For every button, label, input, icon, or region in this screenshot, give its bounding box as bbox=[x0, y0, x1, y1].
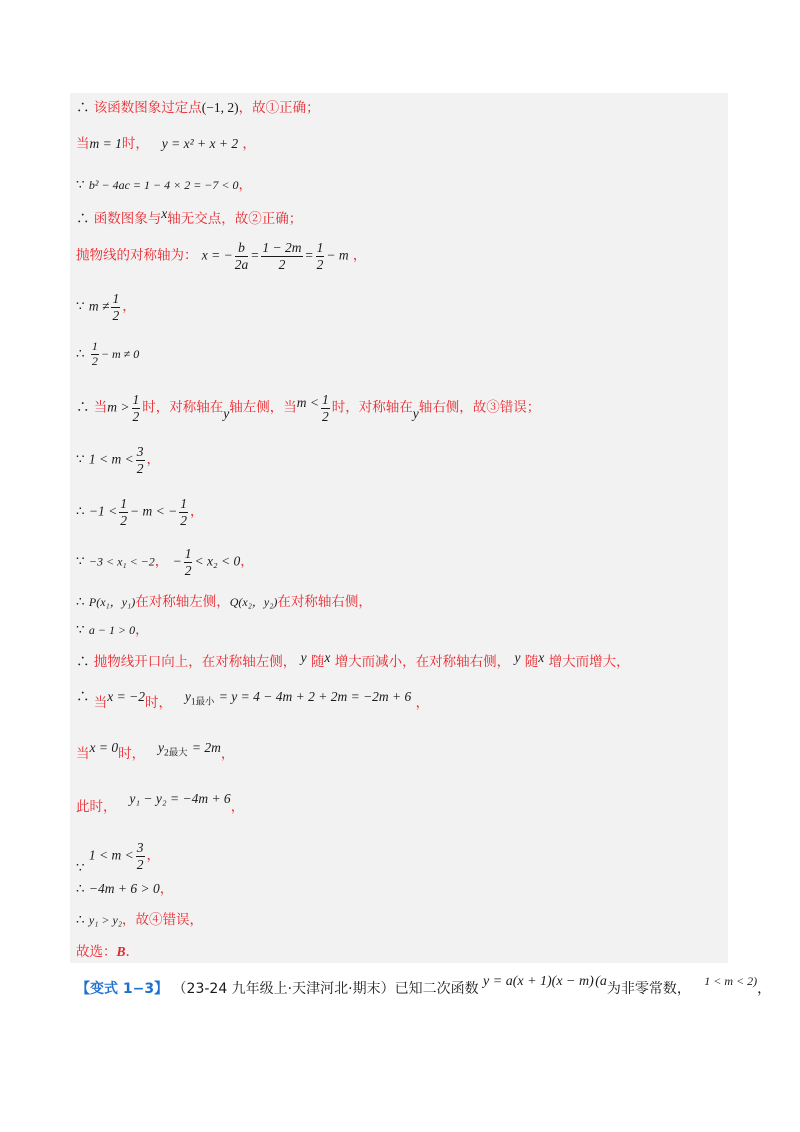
line-text: ，故①正确； bbox=[238, 100, 320, 116]
numerator: 1 bbox=[120, 496, 127, 511]
therefore-symbol: ∴ bbox=[76, 594, 85, 610]
fraction bbox=[132, 392, 141, 424]
fraction bbox=[321, 392, 330, 424]
line-text: ， bbox=[154, 553, 169, 570]
math-expression: − m < − bbox=[130, 503, 178, 519]
solution-line-9 bbox=[76, 444, 160, 476]
line-text: 时， bbox=[145, 695, 173, 711]
solution-line-1 bbox=[76, 101, 320, 116]
math-expression: 1 < m < 2) bbox=[704, 974, 758, 988]
line-text: 当 bbox=[76, 746, 90, 762]
math-expression: − m bbox=[326, 247, 349, 263]
math-expression: m = 1 bbox=[89, 136, 122, 151]
numerator: b bbox=[235, 240, 249, 257]
denominator: 2 bbox=[136, 856, 144, 872]
math-variable: x bbox=[161, 206, 168, 221]
math-expression: x = 0 bbox=[89, 740, 119, 755]
because-symbol: ∵ bbox=[76, 298, 85, 315]
solution-line-16 bbox=[76, 740, 235, 762]
line-text: ， bbox=[238, 177, 252, 193]
math-variable: y bbox=[514, 650, 521, 665]
solution-line-6 bbox=[76, 291, 136, 323]
line-text: 当 bbox=[93, 399, 108, 416]
denominator: 2 bbox=[112, 307, 120, 323]
math-expression: y₁ > y₂ bbox=[88, 913, 122, 927]
math-expression: = y = 4 − 4m + 2 + 2m = −2m + 6 bbox=[218, 689, 412, 704]
math-variable: y bbox=[412, 405, 419, 421]
numerator: 3 bbox=[136, 444, 144, 459]
solution-line-15 bbox=[76, 689, 430, 711]
therefore-symbol: ∴ bbox=[76, 503, 85, 520]
fraction bbox=[179, 496, 188, 528]
therefore-symbol: ∴ bbox=[76, 211, 90, 227]
math-variable: y bbox=[184, 689, 191, 704]
line-text: 轴右侧，故③错误； bbox=[418, 399, 541, 416]
denominator: 2 bbox=[184, 562, 192, 578]
solution-line-19 bbox=[76, 882, 173, 897]
math-expression: −3 < x₁ < −2 bbox=[88, 554, 155, 569]
line-text: ， bbox=[146, 847, 160, 864]
solution-line-18 bbox=[76, 840, 160, 876]
line-text: 增大而增大， bbox=[548, 654, 630, 670]
math-variable: y bbox=[223, 405, 230, 421]
math-expression: m ≠ bbox=[88, 298, 110, 314]
therefore-symbol: ∴ bbox=[76, 399, 90, 416]
numerator: 1 bbox=[322, 392, 329, 407]
therefore-symbol: ∴ bbox=[76, 689, 90, 705]
denominator: 2a bbox=[234, 256, 249, 272]
line-text: ， bbox=[240, 553, 254, 570]
numerator: 1 bbox=[91, 339, 98, 353]
fraction bbox=[184, 546, 193, 578]
solution-line-20 bbox=[76, 914, 203, 928]
denominator: 2 bbox=[120, 512, 127, 528]
denominator: 2 bbox=[316, 256, 324, 272]
solution-line-10 bbox=[76, 496, 203, 528]
line-text: 故选： bbox=[76, 944, 117, 960]
fraction bbox=[136, 444, 145, 476]
math-expression: −1 < bbox=[88, 503, 118, 519]
math-expression: x = − bbox=[201, 247, 233, 263]
line-text: ， bbox=[135, 622, 149, 638]
math-expression: y = a(x + 1)(x − m) bbox=[483, 974, 594, 989]
solution-line-2 bbox=[76, 137, 256, 152]
math-variable: x bbox=[538, 650, 545, 665]
line-text: . bbox=[125, 944, 130, 960]
solution-line-12 bbox=[76, 596, 372, 610]
line-text: 随 bbox=[524, 654, 539, 670]
line-text: 抛物线的对称轴为： bbox=[76, 247, 198, 264]
math-expression: (a bbox=[595, 974, 607, 989]
line-text: ， bbox=[242, 136, 256, 152]
line-text: ， bbox=[220, 746, 235, 762]
line-text: ， bbox=[230, 799, 245, 815]
line-text: ， bbox=[146, 451, 160, 468]
line-text: 此时， bbox=[76, 799, 117, 815]
math-subscript: 2最大 bbox=[163, 748, 188, 759]
line-text: 在对称轴左侧， bbox=[135, 594, 230, 610]
math-expression: a − 1 > 0 bbox=[88, 623, 136, 637]
line-text: 函数图象与 bbox=[93, 211, 162, 227]
math-point: (−1, 2) bbox=[201, 100, 239, 115]
line-text: ，故④错误， bbox=[121, 912, 203, 928]
fraction bbox=[316, 240, 325, 272]
solution-line-14 bbox=[76, 650, 630, 670]
because-symbol: ∵ bbox=[76, 622, 85, 638]
math-expression: 1 < m < bbox=[88, 451, 134, 467]
therefore-symbol: ∴ bbox=[76, 100, 90, 116]
line-text: ， bbox=[415, 695, 430, 711]
line-text: 时， bbox=[121, 136, 149, 152]
math-expression: = bbox=[250, 247, 260, 263]
line-text: ， bbox=[159, 881, 174, 897]
denominator: 2 bbox=[322, 408, 329, 424]
math-variable: y bbox=[300, 650, 307, 665]
numerator: 3 bbox=[136, 840, 144, 855]
because-symbol: ∵ bbox=[76, 451, 85, 468]
therefore-symbol: ∴ bbox=[76, 345, 85, 362]
line-text: 当 bbox=[76, 136, 90, 152]
line-text: ， bbox=[122, 298, 136, 315]
line-text: 该函数图象过定点 bbox=[93, 100, 202, 116]
because-symbol: ∵ bbox=[76, 177, 85, 193]
numerator: 1 bbox=[184, 546, 192, 561]
numerator: 1 bbox=[316, 240, 324, 255]
math-expression: b² − 4ac = 1 − 4 × 2 = −7 < 0 bbox=[88, 178, 239, 192]
therefore-symbol: ∴ bbox=[76, 881, 85, 897]
therefore-symbol: ∴ bbox=[76, 654, 90, 670]
fraction bbox=[136, 840, 145, 872]
math-expression: m < bbox=[296, 394, 320, 410]
solution-line-11 bbox=[76, 546, 254, 578]
denominator: 2 bbox=[278, 256, 286, 272]
math-expression: m > bbox=[107, 399, 130, 415]
line-text: 在对称轴右侧， bbox=[277, 594, 372, 610]
solution-line-13 bbox=[76, 624, 149, 638]
solution-line-7 bbox=[76, 340, 139, 369]
line-text: ， bbox=[189, 503, 204, 520]
line-text: 时， bbox=[118, 746, 146, 762]
denominator: 2 bbox=[180, 512, 187, 528]
math-expression: y₁ − y₂ = −4m + 6 bbox=[129, 791, 231, 806]
problem-text: ， bbox=[757, 981, 772, 997]
math-variable: y bbox=[157, 740, 164, 755]
math-expression: = 2m bbox=[191, 740, 221, 755]
fraction bbox=[111, 291, 120, 323]
numerator: 1 bbox=[180, 496, 187, 511]
solution-line-8 bbox=[76, 392, 540, 424]
math-variable: x bbox=[324, 650, 331, 665]
denominator: 2 bbox=[132, 408, 140, 424]
line-text: 时，对称轴在 bbox=[142, 399, 224, 416]
math-expression: − m ≠ 0 bbox=[100, 346, 140, 361]
line-text: 时，对称轴在 bbox=[331, 399, 413, 416]
math-expression: < x₂ < 0 bbox=[194, 553, 241, 569]
math-expression: 1 < m < bbox=[88, 847, 134, 863]
fraction bbox=[119, 496, 128, 528]
numerator: 1 bbox=[132, 392, 140, 407]
fraction bbox=[91, 340, 99, 369]
numerator: 1 − 2m bbox=[262, 240, 302, 255]
math-expression: = bbox=[304, 247, 314, 263]
variant-tag: 【变式 1−3】 bbox=[76, 981, 169, 997]
solution-line-17 bbox=[76, 791, 245, 815]
line-text: 抛物线开口向上，在对称轴左侧， bbox=[93, 654, 297, 670]
problem-source: （23-24 九年级上·天津河北·期末）已知二次函数 bbox=[172, 981, 479, 997]
denominator: 2 bbox=[91, 353, 98, 368]
solution-line-4 bbox=[76, 206, 303, 227]
numerator: 1 bbox=[112, 291, 120, 306]
line-text: ， bbox=[352, 247, 367, 264]
solution-line-3 bbox=[76, 179, 252, 193]
line-text: 轴左侧，当 bbox=[229, 399, 297, 416]
fraction bbox=[235, 240, 249, 272]
math-expression: x = −2 bbox=[107, 689, 146, 704]
because-symbol: ∵ bbox=[76, 859, 85, 876]
denominator: 2 bbox=[136, 460, 144, 476]
math-expression: −4m + 6 > 0 bbox=[88, 881, 160, 896]
problem-text: 为非零常数， bbox=[606, 981, 691, 997]
next-problem-line bbox=[76, 974, 772, 998]
math-point: Q(x₂，y₂) bbox=[229, 595, 278, 609]
math-point: P(x₁，y₁) bbox=[88, 595, 136, 609]
line-text: 轴无交点，故②正确； bbox=[167, 211, 303, 227]
solution-line-21 bbox=[76, 945, 130, 960]
math-subscript: 1最小 bbox=[190, 697, 215, 708]
fraction bbox=[261, 240, 302, 272]
therefore-symbol: ∴ bbox=[76, 912, 85, 928]
math-expression: − bbox=[172, 553, 182, 569]
line-text: 随 bbox=[310, 654, 325, 670]
answer-letter: B bbox=[116, 944, 126, 959]
math-expression: y = x² + x + 2 bbox=[161, 136, 239, 151]
solution-line-5 bbox=[76, 240, 366, 272]
because-symbol: ∵ bbox=[76, 553, 85, 570]
line-text: 增大而减小，在对称轴右侧， bbox=[334, 654, 511, 670]
line-text: 当 bbox=[93, 695, 108, 711]
